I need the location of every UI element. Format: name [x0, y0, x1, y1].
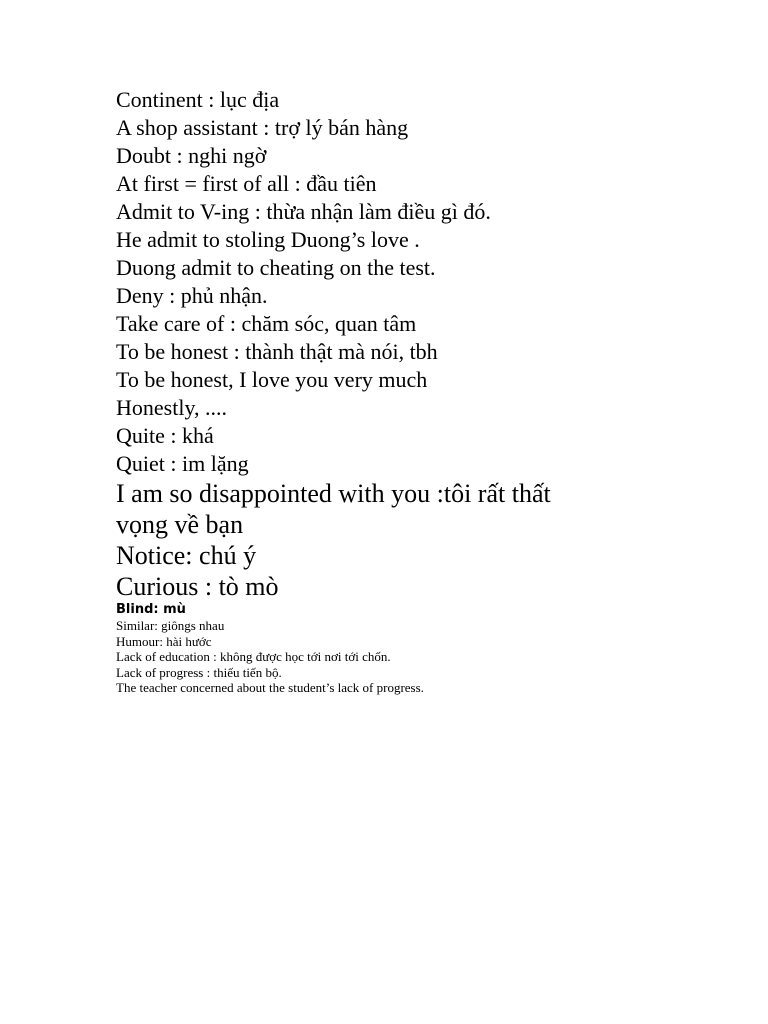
text-line: A shop assistant : trợ lý bán hàng: [116, 115, 409, 140]
text-line-large: I am so disappointed with you :tôi rất thất vọng về bạn: [116, 479, 551, 539]
text-line: Continent : lục địa: [116, 87, 280, 112]
small-text-line: Lack of progress : thiếu tiến bộ.: [116, 664, 282, 680]
small-text-line: Similar: giôngs nhau: [116, 618, 225, 633]
text-line: Quite : khá: [116, 423, 214, 448]
small-text-line: Lack of education : không được học tới nơi tới chốn.: [116, 649, 391, 664]
text-line: Take care of : chăm sóc, quan tâm: [116, 311, 417, 336]
text-line: Honestly, ....: [116, 395, 228, 420]
document-page: [116, 86, 716, 696]
small-text-line: The teacher concerned about the student’s lack of progress.: [116, 680, 424, 695]
text-line: To be honest : thành thật mà nói, tbh: [116, 339, 438, 364]
small-text-line: Humour: hài hước: [116, 633, 212, 649]
text-line: Doubt : nghi ngờ: [116, 143, 267, 168]
text-line: At first = first of all : đầu tiên: [116, 171, 377, 196]
text-line: Duong admit to cheating on the test.: [116, 255, 436, 280]
text-line-large: Curious : tò mò: [116, 572, 279, 601]
text-line: To be honest, I love you very much: [116, 367, 428, 392]
text-line: Deny : phủ nhận.: [116, 283, 268, 308]
bold-text-line: Blind: mù: [116, 602, 186, 617]
text-line: Quiet : im lặng: [116, 451, 249, 476]
text-line-large: Notice: chú ý: [116, 541, 257, 570]
text-line: He admit to stoling Duong’s love .: [116, 227, 420, 252]
text-line: Admit to V-ing : thừa nhận làm điều gì đó.: [116, 199, 491, 224]
